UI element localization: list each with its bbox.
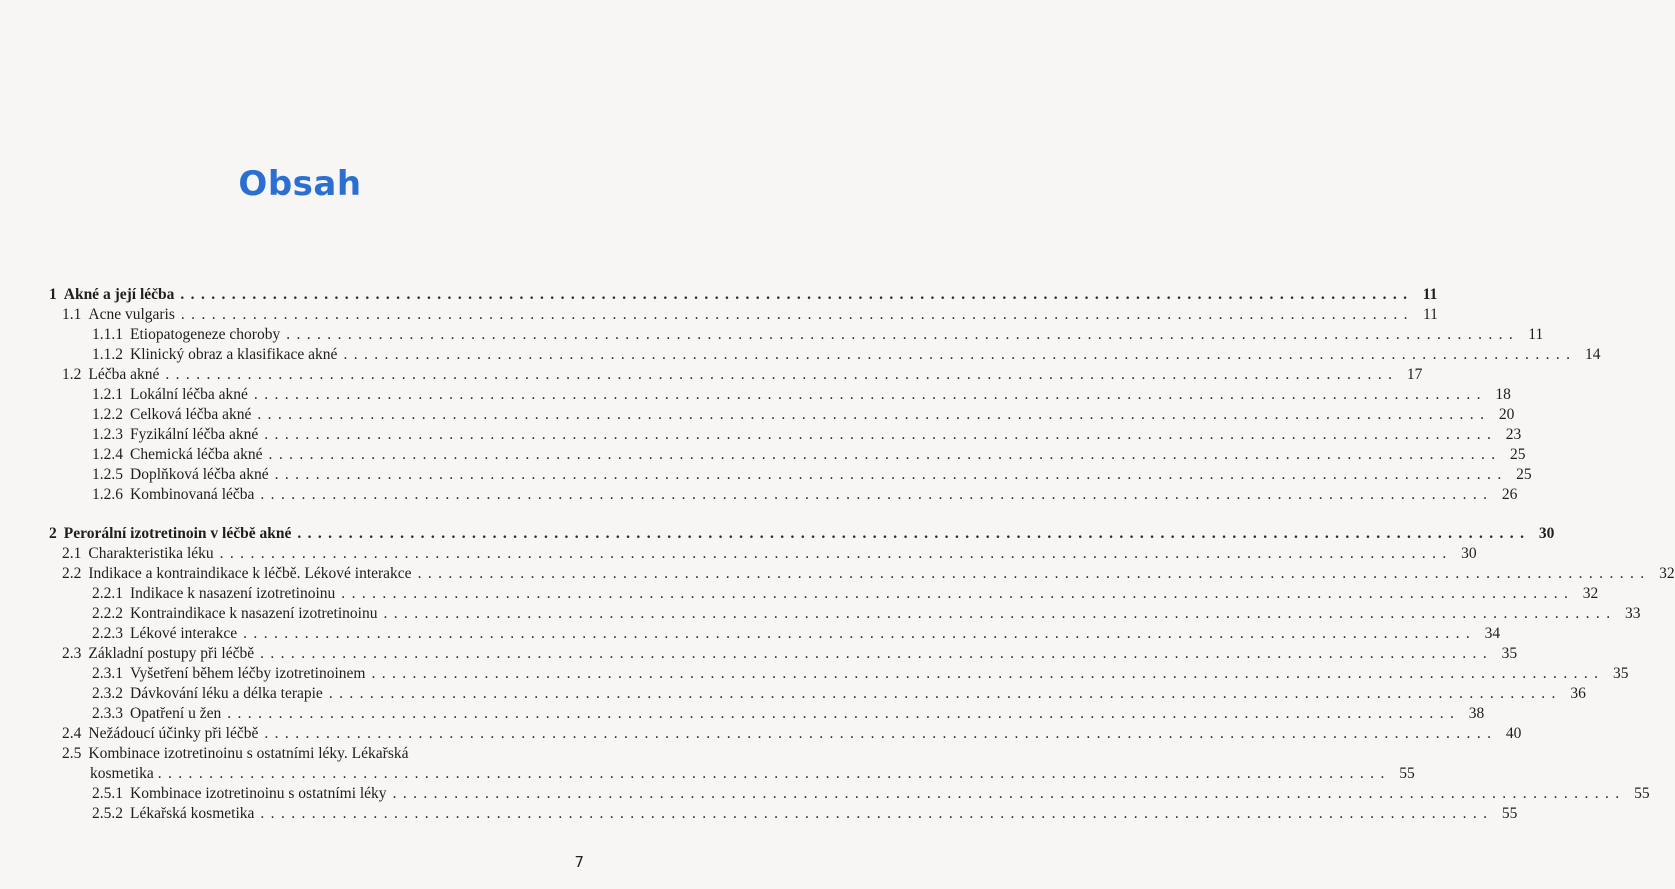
toc-entry[interactable] (92, 345, 1601, 365)
toc-entry-number: 2.2.3 (92, 625, 123, 642)
toc-entry-title: Kombinace izotretinoinu s ostatními léky. Lékařská (88, 745, 409, 762)
toc-entry-label (92, 485, 254, 505)
toc-entry-label (90, 764, 154, 784)
toc-entry-number: 2.3.1 (92, 665, 123, 682)
toc-entry-label (92, 345, 337, 365)
toc-entry-number: 2.1 (62, 545, 82, 562)
dot-leader: ........................................................................................................................ (260, 805, 1494, 822)
toc-entry-page: 32 (1659, 565, 1675, 582)
toc-entry-page: 35 (1612, 665, 1629, 682)
toc-entry-title: Nežádoucí účinky při léčbě (88, 725, 259, 742)
toc-entry[interactable] (92, 604, 1641, 624)
toc-entry-number: 1.1.2 (92, 346, 123, 363)
toc-entry-number: 1.2.3 (92, 426, 123, 443)
toc-entry-number: 2.2 (62, 565, 82, 582)
toc-entry-page: 30 (1538, 525, 1555, 542)
toc-entry-label (92, 425, 258, 445)
toc-entry[interactable] (92, 325, 1544, 345)
toc-entry[interactable] (92, 465, 1532, 485)
toc-entry[interactable] (92, 385, 1511, 405)
toc-entry[interactable] (92, 664, 1629, 684)
toc-entry-title: Kontraindikace k nasazení izotretinoinu (130, 605, 378, 622)
toc-entry-title: Indikace k nasazení izotretinoinu (130, 585, 336, 602)
toc-entry-page: 14 (1584, 346, 1601, 363)
dot-leader: ........................................................................................................................ (417, 565, 1651, 582)
toc-entry-title: Vyšetření během léčby izotretinoinem (130, 665, 366, 682)
toc-entry-label (62, 305, 175, 325)
dot-leader: ........................................................................................................................ (180, 286, 1414, 303)
toc-entry[interactable] (49, 524, 1555, 544)
toc-entry-label (92, 684, 323, 704)
toc-entry-label (92, 664, 365, 684)
toc-entry[interactable] (49, 285, 1438, 305)
toc-entry-label (62, 744, 408, 764)
toc-entry-title: Dávkování léku a délka terapie (130, 685, 323, 702)
dot-leader: ........................................................................................................................ (180, 306, 1414, 323)
dot-leader: ........................................................................................................................ (371, 665, 1605, 682)
dot-leader: ........................................................................................................................ (219, 545, 1453, 562)
dot-leader: ........................................................................................................................ (227, 705, 1461, 722)
toc-entry[interactable] (62, 744, 547, 764)
toc-entry[interactable] (92, 804, 1518, 824)
toc-entry-title: Perorální izotretinoin v léčbě akné (63, 525, 292, 542)
toc-entry-number: 1.2 (62, 366, 82, 383)
toc-entry-number: 2.4 (62, 725, 82, 742)
toc-entry-label (62, 365, 159, 385)
page-number: 7 (574, 853, 584, 871)
toc-entry-label (92, 584, 335, 604)
toc-entry[interactable] (92, 704, 1485, 724)
dot-leader: ........................................................................................................................ (264, 426, 1498, 443)
toc-entry-page: 11 (1422, 286, 1438, 303)
toc-entry-label (92, 624, 237, 644)
toc-entry-title: Celková léčba akné (130, 406, 252, 423)
toc-entry-number: 2.3.3 (92, 705, 123, 722)
toc-entry-label (49, 285, 174, 305)
toc-entry-page: 33 (1624, 605, 1641, 622)
toc-entry-label (92, 405, 251, 425)
toc-entry[interactable] (92, 405, 1515, 425)
toc-entry-page: 23 (1505, 426, 1522, 443)
toc-entry-number: 2.3.2 (92, 685, 123, 702)
dot-leader: ........................................................................................................................ (165, 366, 1399, 383)
toc-entry-label (92, 465, 269, 485)
dot-leader: ........................................................................................................................ (274, 466, 1508, 483)
toc-entry[interactable] (92, 445, 1526, 465)
toc-entry-title: Chemická léčba akné (130, 446, 263, 463)
toc-entry-page: 32 (1582, 585, 1599, 602)
dot-leader: ........................................................................................................................ (328, 685, 1562, 702)
toc-entry-title: kosmetika (90, 765, 154, 782)
toc-entry[interactable] (92, 485, 1518, 505)
toc-entry-page: 35 (1501, 645, 1518, 662)
toc-entry-number: 1.2.2 (92, 406, 123, 423)
toc-entry-page: 40 (1505, 725, 1522, 742)
toc-entry-label (92, 445, 263, 465)
toc-entry[interactable] (92, 425, 1522, 445)
toc-entry-number: 2.2.1 (92, 585, 123, 602)
toc-entry-number: 2.5.1 (92, 785, 123, 802)
toc-entry-page: 11 (1422, 306, 1438, 323)
toc-entry-number: 2.5.2 (92, 805, 123, 822)
toc-entry-page: 25 (1510, 446, 1526, 463)
toc-entry-title: Základní postupy při léčbě (88, 645, 255, 662)
dot-leader: ........................................................................................................................ (253, 386, 1487, 403)
toc-entry-page: 36 (1570, 685, 1586, 702)
toc-entry-page: 11 (1528, 326, 1544, 343)
toc-entry[interactable] (92, 684, 1586, 704)
dot-leader: ........................................................................................................................ (257, 406, 1491, 423)
toc-entry-title: Fyzikální léčba akné (130, 426, 259, 443)
toc-entry-label (92, 385, 248, 405)
toc-entry[interactable] (92, 584, 1599, 604)
toc-entry-number: 2 (49, 525, 57, 542)
toc-entry-page: 30 (1461, 545, 1477, 562)
toc-entry-number: 2.3 (62, 645, 82, 662)
toc-entry-label (92, 784, 387, 804)
page-title: Obsah (238, 164, 362, 204)
toc-entry-title: Etiopatogeneze choroby (130, 326, 281, 343)
toc-entry-label (92, 325, 280, 345)
toc-entry[interactable] (62, 544, 1477, 564)
toc-entry-label (49, 524, 291, 544)
toc-entry-title: Akné a její léčba (63, 286, 175, 303)
dot-leader: ........................................................................................................................ (260, 645, 1494, 662)
toc-entry-title: Acne vulgaris (88, 306, 175, 323)
toc-entry-number: 1.2.1 (92, 386, 123, 403)
dot-leader: ........................................................................................................................ (343, 346, 1577, 363)
toc-entry-label (92, 704, 221, 724)
toc-entry-title: Lékařská kosmetika (130, 805, 255, 822)
toc-entry-page: 55 (1399, 765, 1415, 782)
toc-entry-number: 1.1.1 (92, 326, 123, 343)
toc-entry-page: 38 (1468, 705, 1485, 722)
dot-leader: ........................................................................................................................ (243, 625, 1477, 642)
toc-entry-label (92, 604, 377, 624)
toc-entry-number: 1.1 (62, 306, 82, 323)
toc-entry-title: Léčba akné (88, 366, 160, 383)
toc-entry-number: 1.2.6 (92, 486, 123, 503)
toc-entry[interactable] (62, 724, 1522, 744)
toc-entry-page: 25 (1516, 466, 1532, 483)
dot-leader: ........................................................................................................................ (264, 725, 1498, 742)
toc-entry-number: 2.5 (62, 745, 82, 762)
toc-entry-number: 1.2.5 (92, 466, 123, 483)
toc-entry-label (62, 544, 214, 564)
toc-entry-page: 34 (1484, 625, 1501, 642)
toc-entry-label (62, 724, 258, 744)
toc-entry-page: 55 (1634, 785, 1650, 802)
toc-entry-number: 2.2.2 (92, 605, 123, 622)
toc-entry-label (62, 564, 412, 584)
toc-entry[interactable] (62, 305, 1438, 325)
toc-entry-title: Kombinovaná léčba (130, 486, 255, 503)
toc-entry-page: 20 (1498, 406, 1515, 423)
dot-leader: ........................................................................................................................ (341, 585, 1575, 602)
dot-leader: ........................................................................................................................ (286, 326, 1520, 343)
toc-entry-title: Indikace a kontraindikace k léčbě. Lékové interakce (88, 565, 412, 582)
toc-entry[interactable] (62, 644, 1518, 664)
dot-leader: ........................................................................................................................ (268, 446, 1502, 463)
toc-entry-label (92, 804, 254, 824)
toc-entry-page: 17 (1406, 366, 1423, 383)
dot-leader: ........................................................................................................................ (157, 765, 1391, 782)
dot-leader: ........................................................................................................................ (297, 525, 1531, 542)
toc-entry[interactable] (92, 784, 1650, 804)
toc-entry-title: Opatření u žen (130, 705, 222, 722)
dot-leader: ........................................................................................................................ (260, 486, 1494, 503)
dot-leader: ........................................................................................................................ (392, 785, 1626, 802)
toc-entry-title: Klinický obraz a klasifikace akné (130, 346, 338, 363)
toc-entry-page: 18 (1495, 386, 1511, 403)
toc-entry[interactable] (90, 764, 1415, 784)
dot-leader: ........................................................................................................................ (383, 605, 1617, 622)
toc-entry-title: Kombinace izotretinoinu s ostatními léky (130, 785, 387, 802)
toc-entry-page: 26 (1501, 486, 1518, 503)
toc-entry-title: Charakteristika léku (88, 545, 214, 562)
toc-entry-title: Doplňková léčba akné (130, 466, 269, 483)
toc-entry[interactable] (62, 564, 1675, 584)
toc-entry-page: 55 (1501, 805, 1518, 822)
toc-entry[interactable] (62, 365, 1423, 385)
toc-entry-title: Lokální léčba akné (130, 386, 248, 403)
toc-entry-number: 1.2.4 (92, 446, 123, 463)
toc-entry[interactable] (92, 624, 1501, 644)
toc-entry-label (62, 644, 254, 664)
toc-entry-title: Lékové interakce (130, 625, 238, 642)
toc-entry-number: 1 (49, 286, 57, 303)
